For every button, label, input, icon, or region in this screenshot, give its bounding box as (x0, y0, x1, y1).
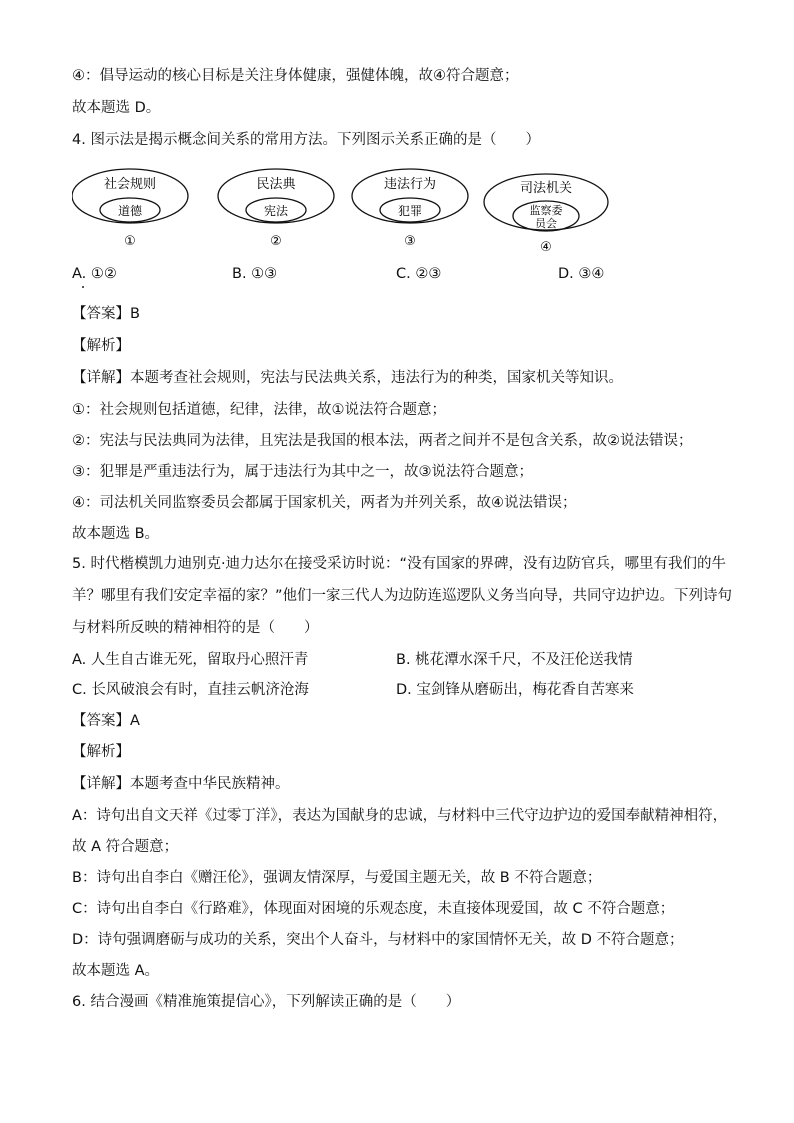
q4-item-2: ②：宪法与民法典同为法律，且宪法是我国的根本法，两者之间并不是包含关系，故②说法错误； (72, 433, 693, 449)
diagram-3-number: ③ (404, 234, 416, 249)
q5-item-b: B：诗句出自李白《赠汪伦》，强调友情深厚，与爱国主题无关，故 B 不符合题意； (72, 870, 602, 886)
diagram-4-outer: 司法机关 (519, 181, 573, 196)
diagram-1-number: ① (124, 234, 136, 249)
q4-item-1: ①：社会规则包括道德，纪律，法律，故①说法符合题意； (72, 402, 446, 418)
diagram-2-outer: 民法典 (256, 177, 296, 192)
q4-option-b: B. ①③ (232, 266, 278, 282)
diagram-1-inner: 道德 (117, 204, 143, 218)
diagram-4-inner-line1: 监察委 (529, 204, 563, 217)
diagram-2-inner: 宪法 (263, 204, 289, 218)
q5-answer: 【答案】A (72, 713, 140, 729)
diagram-3-outer: 违法行为 (383, 177, 437, 192)
q4-conclusion: 故本题选 B。 (72, 526, 160, 542)
q3-item4: ④：倡导运动的核心目标是关注身体健康，强健体魄，故④符合题意； (72, 68, 519, 84)
q5-item-c: C：诗句出自李白《行路难》，体现面对困境的乐观态度，未直接体现爱国，故 C 不符合题意； (72, 901, 675, 917)
q4-answer: 【答案】B (72, 306, 140, 322)
q4-item-3: ③：犯罪是严重违法行为，属于违法行为其中之一，故③说法符合题意； (72, 464, 533, 480)
q4-analysis-label: 【解析】 (72, 338, 130, 354)
q4-option-d: D. ③④ (558, 266, 605, 282)
diagram-3 (352, 169, 468, 249)
diagram-3-inner: 犯罪 (397, 204, 423, 218)
q5-stem-line3: 与材料所反映的精神相符的是（ ） (72, 620, 319, 636)
q5-option-a: A. 人生自古谁无死，留取丹心照汗青 (72, 652, 309, 668)
q5-option-c: C. 长风破浪会有时，直挂云帆济沧海 (72, 682, 309, 698)
diagram-4 (484, 174, 608, 255)
q5-conclusion: 故本题选 A。 (72, 963, 160, 979)
q4-option-a: A. ①② (72, 266, 117, 282)
q4-detail: 【详解】本题考查社会规则，宪法与民法典关系，违法行为的种类，国家机关等知识。 (72, 370, 623, 386)
q5-item-a-line1: A：诗句出自文天祥《过零丁洋》，表达为国献身的忠诚，与材料中三代守边护边的爱国奉献精神相符， (72, 808, 728, 824)
q4-item-4: ④：司法机关同监察委员会都属于国家机关，两者为并列关系，故④说法错误； (72, 495, 577, 511)
diagram-2 (218, 169, 334, 249)
diagram-1 (72, 169, 188, 249)
diagram-4-number: ④ (540, 240, 552, 255)
q5-option-b: B. 桃花潭水深千尺，不及汪伦送我情 (396, 652, 633, 668)
diagram-1-outer: 社会规则 (103, 177, 157, 192)
q5-stem-line1: 5. 时代楷模凯力迪别克·迪力达尔在接受采访时说：“没有国家的界碑，没有边防官兵，哪里有我们的牛 (72, 556, 727, 572)
q4-concept-diagrams (72, 164, 632, 260)
q5-item-a-line2: 故 A 符合题意； (72, 839, 179, 855)
q5-analysis-label: 【解析】 (72, 744, 130, 760)
q4-stem: 4. 图示法是揭示概念间关系的常用方法。下列图示关系正确的是（ ） (72, 132, 540, 148)
diagram-4-inner-line2: 员会 (535, 217, 557, 230)
q5-option-d: D. 宝剑锋从磨砺出，梅花香自苦寒来 (396, 682, 634, 698)
q5-detail: 【详解】本题考查中华民族精神。 (72, 776, 290, 792)
q5-item-d: D：诗句强调磨砺与成功的关系，突出个人奋斗，与材料中的家国情怀无关，故 D 不符合题意； (72, 932, 684, 948)
stray-dot (82, 286, 84, 288)
q4-option-c: C. ②③ (396, 266, 442, 282)
q3-conclusion: 故本题选 D。 (72, 100, 161, 116)
q6-stem: 6. 结合漫画《精准施策提信心》，下列解读正确的是（ ） (72, 994, 461, 1010)
diagram-2-number: ② (270, 234, 282, 249)
q5-stem-line2: 羊？哪里有我们安定幸福的家？”他们一家三代人为边防连巡逻队义务当向导，共同守边护边。下列诗句 (72, 588, 733, 604)
